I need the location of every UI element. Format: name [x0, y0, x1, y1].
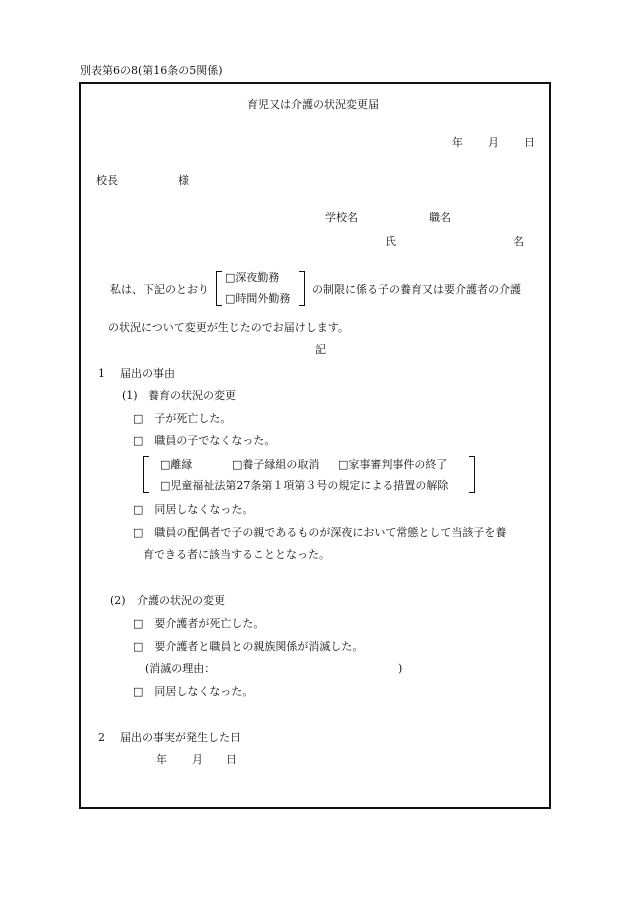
ki-label: 記 [315, 343, 326, 356]
section2-day: 日 [226, 753, 237, 766]
addressee-principal: 校長 [96, 174, 118, 187]
applicant-job-label: 職名 [429, 211, 451, 224]
sub2-reason-label: (消滅の理由： [145, 662, 216, 675]
reason-family-court: □家事審判事件の終了 [338, 458, 448, 471]
intro-bracket-left [216, 271, 222, 306]
section2-number: 2 [98, 731, 105, 744]
section2-year: 年 [156, 753, 167, 766]
sub2-reason-close: ) [398, 662, 403, 675]
intro-before: 私は、下記のとおり [110, 283, 209, 296]
sub1-item-not-cohabiting: □ 同居しなくなった。 [133, 503, 254, 516]
sub2-item-relation-ended: □ 要介護者と職員との親族関係が消滅した。 [133, 640, 364, 653]
section2-title: 届出の事実が発生した日 [120, 731, 241, 744]
sub1-label: (1) [122, 389, 138, 402]
sub2-item-care-died: □ 要介護者が死亡した。 [133, 617, 265, 630]
sub2-label: (2) [110, 594, 126, 607]
sub2-item-not-cohabiting: □ 同居しなくなった。 [133, 685, 254, 698]
sub1-item-spouse-line1: □ 職員の配偶者で子の親であるものが深夜において常態として当該子を養 [133, 526, 507, 539]
section1-title: 届出の事由 [120, 367, 175, 380]
reason-bracket-left [143, 456, 149, 493]
applicant-school-label: 学校名 [325, 211, 358, 224]
section1-number: 1 [98, 367, 105, 380]
sub2-title: 介護の状況の変更 [137, 594, 225, 607]
sub1-title: 養育の状況の変更 [148, 389, 236, 402]
date-year: 年 [452, 136, 463, 149]
addressee-sama: 様 [178, 174, 189, 187]
sub1-item-no-longer-child: □ 職員の子でなくなった。 [133, 434, 276, 447]
applicant-name-given: 名 [513, 235, 524, 248]
form-title: 育児又は介護の状況変更届 [247, 98, 379, 111]
intro-line2: の状況について変更が生じたのでお届けします。 [108, 321, 349, 334]
applicant-name-family: 氏 [385, 235, 396, 248]
date-day: 日 [524, 136, 535, 149]
sub1-item-spouse-line2: 育できる者に該当することとなった。 [143, 548, 330, 561]
reason-adoption-cancel: □養子縁組の取消 [232, 458, 320, 471]
reason-bracket-right [469, 456, 475, 493]
reason-rien: □離縁 [160, 458, 193, 471]
section2-month: 月 [192, 753, 203, 766]
date-month: 月 [488, 136, 499, 149]
intro-option-late-night: □深夜勤務 [225, 271, 280, 284]
header-note: 別表第6の8(第16条の5関係) [80, 64, 223, 77]
intro-after: の制限に係る子の養育又は要介護者の介護 [312, 283, 521, 296]
reason-child-welfare: □児童福祉法第27条第１項第３号の規定による措置の解除 [160, 479, 449, 492]
intro-option-overtime: □時間外勤務 [225, 292, 291, 305]
sub1-item-child-died: □ 子が死亡した。 [133, 412, 232, 425]
intro-bracket-right [299, 271, 305, 306]
